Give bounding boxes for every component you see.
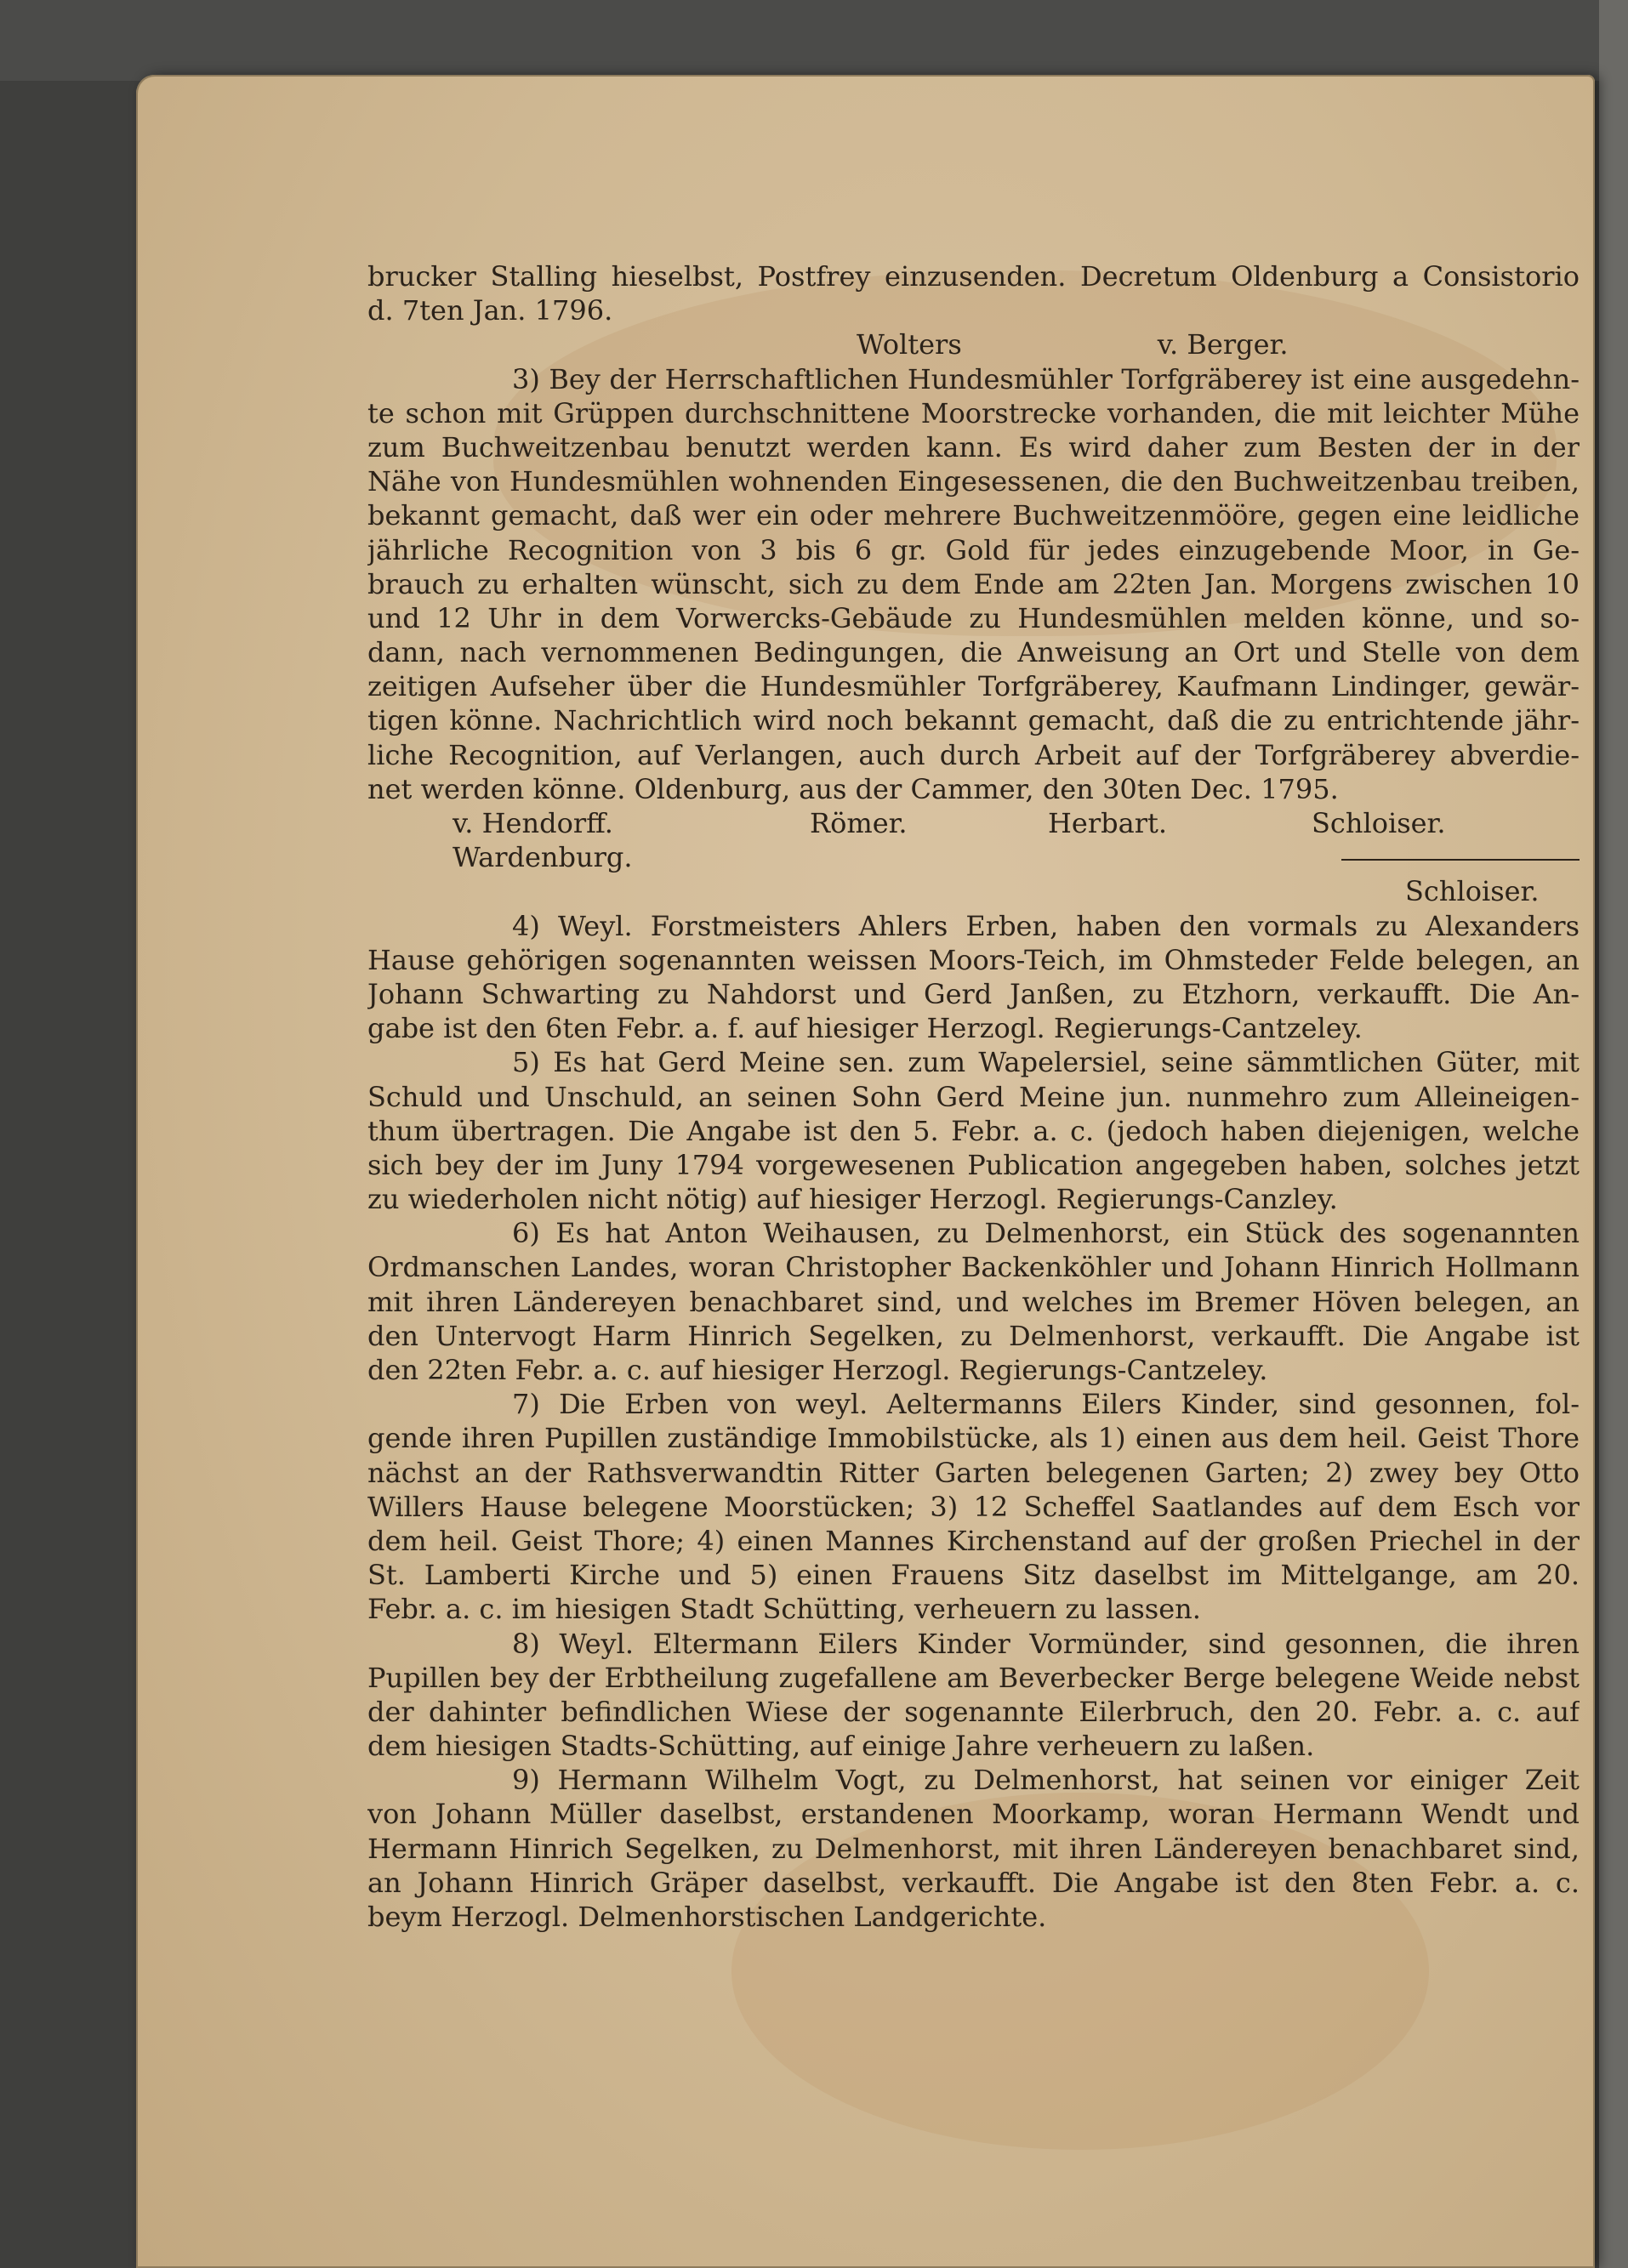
text-line: sich bey der im Juny 1794 vorgewesenen Publication angegeben haben, solches jetzt	[367, 1148, 1580, 1181]
text-line: zu wiederholen nicht nötig) auf hiesiger Herzogl. Regierungs-Canzley.	[367, 1183, 1338, 1216]
signature: v. Berger.	[1157, 328, 1289, 361]
text-line: beym Herzogl. Delmenhorstischen Landgerichte.	[367, 1901, 1047, 1933]
text-line: und 12 Uhr in dem Vorwercks-Gebäude zu Hundesmühlen melden könne, und so-	[367, 601, 1580, 634]
text-line: thum übertragen. Die Angabe ist den 5. Febr. a. c. (jedoch haben diejenigen, welche	[367, 1114, 1580, 1147]
text-line: Pupillen bey der Erbtheilung zugefallene am Beverbecker Berge belegene Weide nebst	[367, 1661, 1580, 1694]
text-line: der dahinter befindlichen Wiese der sogenannte Eilerbruch, den 20. Febr. a. c. auf	[367, 1695, 1580, 1728]
text-line: 9) Hermann Wilhelm Vogt, zu Delmenhorst, hat seinen vor einiger Zeit	[512, 1764, 1580, 1797]
text-line: 5) Es hat Gerd Meine sen. zum Wapelersiel, seine sämmtlichen Güter, mit	[512, 1046, 1580, 1079]
text-line: 7) Die Erben von weyl. Aeltermanns Eilers Kinder, sind gesonnen, fol-	[512, 1388, 1580, 1421]
signature-row	[367, 327, 1580, 361]
scan-right-edge	[1599, 0, 1628, 2268]
text-line: den 22ten Febr. a. c. auf hiesiger Herzogl. Regierungs-Cantzeley.	[367, 1354, 1268, 1386]
text-line: St. Lamberti Kirche und 5) einen Frauens Sitz daselbst im Mittelgange, am 20.	[367, 1559, 1580, 1592]
signature: Wolters	[857, 328, 962, 361]
text-line: 6) Es hat Anton Weihausen, zu Delmenhorst, ein Stück des sogenannten	[512, 1217, 1580, 1250]
text-line: Hermann Hinrich Segelken, zu Delmenhorst, mit ihren Ländereyen benachbaret sind,	[367, 1832, 1580, 1865]
text-line: jährliche Recognition von 3 bis 6 gr. Gold für jedes einzugebende Moor, in Ge-	[367, 533, 1580, 566]
text-line: Hause gehörigen sogenannten weissen Moors-Teich, im Ohmsteder Felde belegen, an	[367, 943, 1580, 976]
document-text	[367, 259, 1580, 1934]
signature-row	[367, 874, 1580, 908]
text-line: Schuld und Unschuld, an seinen Sohn Gerd Meine jun. nunmehro zum Alleineigen-	[367, 1080, 1580, 1113]
text-line: tigen könne. Nachrichtlich wird noch bekannt gemacht, daß die zu entrichtende jähr-	[367, 704, 1580, 737]
divider-rule	[1341, 859, 1580, 874]
text-line: gende ihren Pupillen zuständige Immobilstücke, als 1) einen aus dem heil. Geist Thore	[367, 1422, 1580, 1455]
text-line: Willers Hause belegene Moorstücken; 3) 12 Scheffel Saatlandes auf dem Esch vor	[367, 1490, 1580, 1523]
text-line: net werden könne. Oldenburg, aus der Cammer, den 30ten Dec. 1795.	[367, 772, 1339, 805]
text-line: brauch zu erhalten wünscht, sich zu dem Ende am 22ten Jan. Morgens zwischen 10	[367, 567, 1580, 600]
text-line: Ordmanschen Landes, woran Christopher Backenköhler und Johann Hinrich Hollmann	[367, 1251, 1580, 1284]
text-line: an Johann Hinrich Gräper daselbst, verkaufft. Die Angabe ist den 8ten Febr. a. c.	[367, 1866, 1580, 1899]
text-line: dann, nach vernommenen Bedingungen, die Anweisung an Ort und Stelle von dem	[367, 636, 1580, 669]
text-line: von Johann Müller daselbst, erstandenen Moorkamp, woran Hermann Wendt und	[367, 1798, 1580, 1831]
text-line: mit ihren Ländereyen benachbaret sind, und welches im Bremer Höven belegen, an	[367, 1285, 1580, 1318]
text-line: 8) Weyl. Eltermann Eilers Kinder Vormünder, sind gesonnen, die ihren	[512, 1627, 1580, 1660]
text-line: gabe ist den 6ten Febr. a. f. auf hiesiger Herzogl. Regierungs-Cantzeley.	[367, 1012, 1363, 1045]
text-line: 3) Bey der Herrschaftlichen Hundesmühler Torfgräberey ist eine ausgedehn-	[512, 362, 1580, 395]
text-line: zum Buchweitzenbau benutzt werden kann. Es wird daher zum Besten der in der	[367, 430, 1580, 463]
text-line: Johann Schwarting zu Nahdorst und Gerd Janßen, zu Etzhorn, verkaufft. Die An-	[367, 977, 1580, 1010]
text-line: Febr. a. c. im hiesigen Stadt Schütting, verheuern zu lassen.	[367, 1593, 1201, 1626]
scan-top-strip	[0, 0, 1628, 81]
signature-row	[367, 840, 1580, 874]
signature-row	[367, 806, 1580, 840]
text-line: dem hiesigen Stadts-Schütting, auf einige Jahre verheuern zu laßen.	[367, 1730, 1315, 1763]
text-line: dem heil. Geist Thore; 4) einen Mannes Kirchenstand auf der großen Priechel in der	[367, 1524, 1580, 1557]
signature: Schloiser.	[1312, 807, 1446, 839]
text-line: nächst an der Rathsverwandtin Ritter Garten belegenen Garten; 2) zwey bey Otto	[367, 1456, 1580, 1489]
text-line: brucker Stalling hieselbst, Postfrey einzusenden. Decretum Oldenburg a Consistorio	[367, 260, 1580, 293]
text-line: 4) Weyl. Forstmeisters Ahlers Erben, haben den vormals zu Alexanders	[512, 909, 1580, 942]
text-line: Nähe von Hundesmühlen wohnenden Eingesessenen, die den Buchweitzenbau treiben,	[367, 465, 1580, 498]
text-line: zeitigen Aufseher über die Hundesmühler Torfgräberey, Kaufmann Lindinger, gewär-	[367, 670, 1580, 703]
signature-place: Wardenburg.	[453, 841, 633, 874]
text-line: bekannt gemacht, daß wer ein oder mehrere Buchweitzenmööre, gegen eine leidliche	[367, 499, 1580, 532]
signature: Römer.	[810, 807, 908, 839]
signature: v. Hendorff.	[453, 807, 613, 839]
text-line: liche Recognition, auf Verlangen, auch durch Arbeit auf der Torfgräberey abverdie-	[367, 738, 1580, 771]
signature: Herbart.	[1048, 807, 1168, 839]
text-line: d. 7ten Jan. 1796.	[367, 294, 613, 327]
text-line: te schon mit Grüppen durchschnittene Moorstrecke vorhanden, die mit leichter Mühe	[367, 396, 1580, 429]
text-line: den Untervogt Harm Hinrich Segelken, zu Delmenhorst, verkaufft. Die Angabe ist	[367, 1319, 1580, 1352]
signature: Schloiser.	[1405, 875, 1540, 908]
